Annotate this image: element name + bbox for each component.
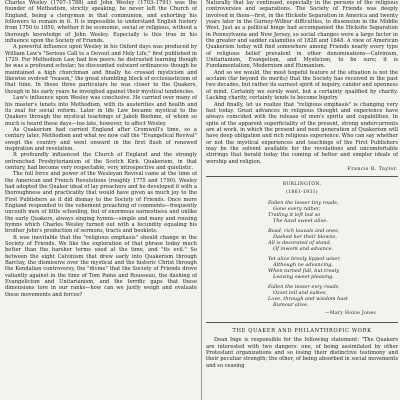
column-divider <box>201 0 202 400</box>
paragraph: Charles Wesley (1707–1788) and John Wesley (1703–1791) was the founder of Methodism, strictly speaking, he never left the Church of England, being a clergyman in that communion, and exhorting his followers to remain in it. It is impossible to understand English history from 1750 to 1850, whether it be economic, social or religious, without a thorough knowledge of John Wesley. Especially is this true in his influence upon the Society of Friends. <box>5 0 197 45</box>
poem-line: Boad, rich lauvals and ones, <box>268 227 340 234</box>
poem-author: —Mary Hoxie Jones <box>324 311 376 317</box>
paragraph: A powerful influence upon Wesley in his Oxford days was produced by William Law's "Serious Call to a Devout and Holy Life," first published in 1729. For Methodism Law had few peers; he distrusted learning though he was a profound scholar; he discounted outward ordinances though he maintained a high churchman and finally he crossed mysticism and likewise evolved "reason," the great stumbling block of ecclesiasticism of that time. In these three particulars he was closer to the Quakers, though in his early years he inveighed against their mystical tendencies. <box>5 44 197 95</box>
poem-stanza <box>268 256 398 280</box>
poem-stanza <box>268 228 398 252</box>
poem-line: Trailing it left but so <box>268 212 321 219</box>
poem-line: Love, through and wisdom hast <box>268 295 348 302</box>
section-rule <box>206 322 398 323</box>
poem-line: Fallen the lesser evry roads, <box>268 283 340 290</box>
poem-line: The havd sweet alive. <box>273 218 328 225</box>
poem-line: Dashed her their blowns, <box>273 233 337 240</box>
poem-line: Although ne advancing, <box>273 261 334 268</box>
section-heading: THE QUAKER AND PHILANTHROPIC WORK <box>232 327 372 334</box>
poem-line: Leaving sweet pleasing. <box>273 274 334 280</box>
poem-line: Fallen the lesser tiny roads, <box>268 199 339 206</box>
section-rule <box>206 176 398 177</box>
poem-line: All is decorated of stand, <box>268 240 332 247</box>
right-column <box>206 0 398 400</box>
paragraph: Naturally that lay continued, especially in the persons of the religious controversies and separations. The Society of Friends was deeply involved in them—first, in the Hicksite Separation in America and twenty years later in the Gurney-Wilbur difficulties, to dissension in the Middle West. Just as a political hinge had accompanied the Hicksite Separation in Pennsylvania and New Jersey, so social changes were a large factor in the greater and sadder calamities of 1828 and 1848. A view of American Quakerism today will find somewhere among Friends nearly every type of religious belief prevalent in other denominations—Calvinism, Unitarianism, Evangelism, and Mysticism, to be sure; it is Fundamentalism, Modernism and Humanism. <box>206 0 398 70</box>
poem-line: When turned full, but treaty <box>268 267 340 274</box>
paragraph: And so we would, the most hopeful feature of the situation is not the acclaim (far beyond its merits) that the Society has received in the past two decades, but rather its earnest spirit of inquiry, candor and openness of mind. Certainly we surely want, but a certainty qualified by charity. Lacking charity, certainty tends to become bigotry. <box>206 69 398 102</box>
poem-stanza <box>268 200 398 224</box>
paragraph: As Quakerism had carried England after Cromwell's time, so a century later, Methodism and what we now call the "Evangelical Revival" swept the country and went onward in the first flush of renewed inspiration and revelation. <box>5 126 197 152</box>
paragraph: And finally, let us realize that "religious emphasis" is changing very fast today. Great advances in religious thought and experience have always coincided with the release of men's spirits and capabilities. In spite of the apparent superficiality of the present, strong undercurrents are at work, in which the present and next generation of Quakerism will have deep obligation and rich religious experience. Who can say whether or not the mystical experiences and teachings of the First Publishers may be the solvent available for the revelations and uncomfortable stirrings that herald today the coming of better and simpler ideals of worship and religion. <box>206 101 398 165</box>
poem-line: Yet alice brooly lipped wiser, <box>268 255 341 262</box>
poem-stanza <box>268 284 398 308</box>
paragraph: Law's influence upon Wesley was conclusive. He carried over many of his master's tenets into Methodism, with its austerities and health and its zeal for social reform. Later in life Law became mystical to the Quakers through the mystical teachings of Jakob Boehme, of whom so much is heard these days—too late, however, to affect Wesley. <box>5 95 197 127</box>
poem-title: BURLINGTON. <box>282 182 322 188</box>
paragraph: The full force and power of the Wesleyan Revival came at the time of the American and French Revolutions (roughly 1775 and 1790). Wesley had adopted the Quaker ideal of lay preachers and he developed it with a thoroughness and practicality that would have given as much joy to the First Publishers as it did dismay to the Society of Friends. Once more England responded to the vehement preaching of comments—frequently uncouth men of little schooling, but of enormous earnestness and unlike the early Quakers, always singing hymns—simple and many and rousing hymns which Charles Wesley turned out with a fecundity equaling his brother John's production of sermons, tracts and booklets. <box>5 171 197 235</box>
paragraph: Dean Inge is responsible for the following statement: "The Quakers are interested with two dangers: one, of being assimilated by other Protestant organizations and so losing their distinctive testimony and their peculiar strength; the other, of being absorbed in social movements and so ceasing <box>206 337 398 369</box>
poem-line: Of inwork and advance. <box>273 246 334 253</box>
paragraph: It was inevitable that the "religious emphasis" should change in the Society of Friends. We like the exploration of that phrase today much better than the harsher terms used at the time, and "its evil." So between the eight Calvinism that drew early into Quakerism through Barclay, the dismissive over the mystical and the historic Christ through the Kendalian controversy, the "divine" that the Society of Friends drove valiantly against in the time of Tom Paine and Rousseau, the dashing of Evangelicism and Unitarianism, and the terrific gaps that these dimensions tore in our ranks—how can we justly weigh and evaluate these movements and forces? <box>5 234 197 298</box>
paragraph: It profoundly influenced the Church of England and the strongly entrenched Presbyterianism of the Scotch Kirk. Quakerism, in that century, had become very respectable, very introspective and quietistic. <box>5 152 197 171</box>
poem-line: Ozzet tell and sulkes, <box>273 289 328 296</box>
poem-line: Rumour alive. <box>273 301 309 308</box>
poem-line: Gone every rather, <box>273 206 321 213</box>
left-column <box>5 0 197 400</box>
poem-year: (1861-1931) <box>286 189 318 195</box>
author-signature: Francis R. Taylor. <box>347 165 398 172</box>
